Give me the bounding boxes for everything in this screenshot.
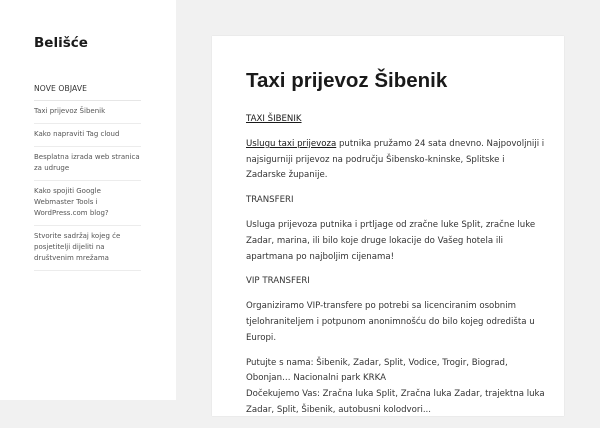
paragraph-destinations: Putujte s nama: Šibenik, Zadar, Split, Vodice, Trogir, Biograd, Obonjan… Nacionalni park KRKA: [246, 357, 508, 384]
post-content: [246, 112, 546, 428]
recent-post-link[interactable]: Kako napraviti Tag cloud: [34, 124, 141, 147]
recent-posts-widget: [34, 84, 141, 271]
sidebar: [0, 0, 176, 400]
recent-post-link[interactable]: Taxi prijevoz Šibenik: [34, 101, 141, 124]
paragraph-text: putnika pružamo 24 sata dnevno. Najpovoljniji i najsigurniji prijevoz na području Šibensko-kninske, Splitske i Zadarske županije.: [246, 138, 545, 181]
site-title[interactable]: Belišće: [34, 35, 88, 51]
post-article: [212, 36, 564, 416]
recent-post-link[interactable]: Besplatna izrada web stranica za udruge: [34, 147, 141, 181]
widget-title: NOVE OBJAVE: [34, 84, 141, 101]
recent-post-link[interactable]: Kako spojiti Google Webmaster Tools i WordPress.com blog?: [34, 181, 141, 226]
section-heading-transferi: TRANSFERI: [246, 195, 294, 206]
post-title: Taxi prijevoz Šibenik: [246, 69, 448, 92]
recent-posts-list: [34, 101, 141, 271]
recent-post-link[interactable]: Stvorite sadržaj kojeg će posjetitelji dijeliti na društvenim mrežama: [34, 226, 141, 271]
paragraph-pickups: Dočekujemo Vas: Zračna luka Split, Zračna luka Zadar, trajektna luka Zadar, Split, Šibenik, autobusni kolodvori...: [246, 389, 545, 415]
section-heading-vip: VIP TRANSFERI: [246, 276, 310, 287]
paragraph-vip: Organiziramo VIP-transfere po potrebi sa licenciranim osobnim tjelohraniteljem i potpunom anonimnošću do bilo kojeg odredišta u Europi.: [246, 301, 535, 343]
taxi-sibenik-link[interactable]: TAXI ŠIBENIK: [246, 114, 302, 124]
paragraph-transferi: Usluga prijevoza putnika i prtljage od zračne luke Split, zračne luke Zadar, marina, ili bilo koje druge lokacije do Vašeg hotela ili apartmana po najboljim cijenama!: [246, 219, 536, 262]
taxi-prijevoz-link[interactable]: Uslugu taxi prijevoza: [246, 138, 337, 149]
